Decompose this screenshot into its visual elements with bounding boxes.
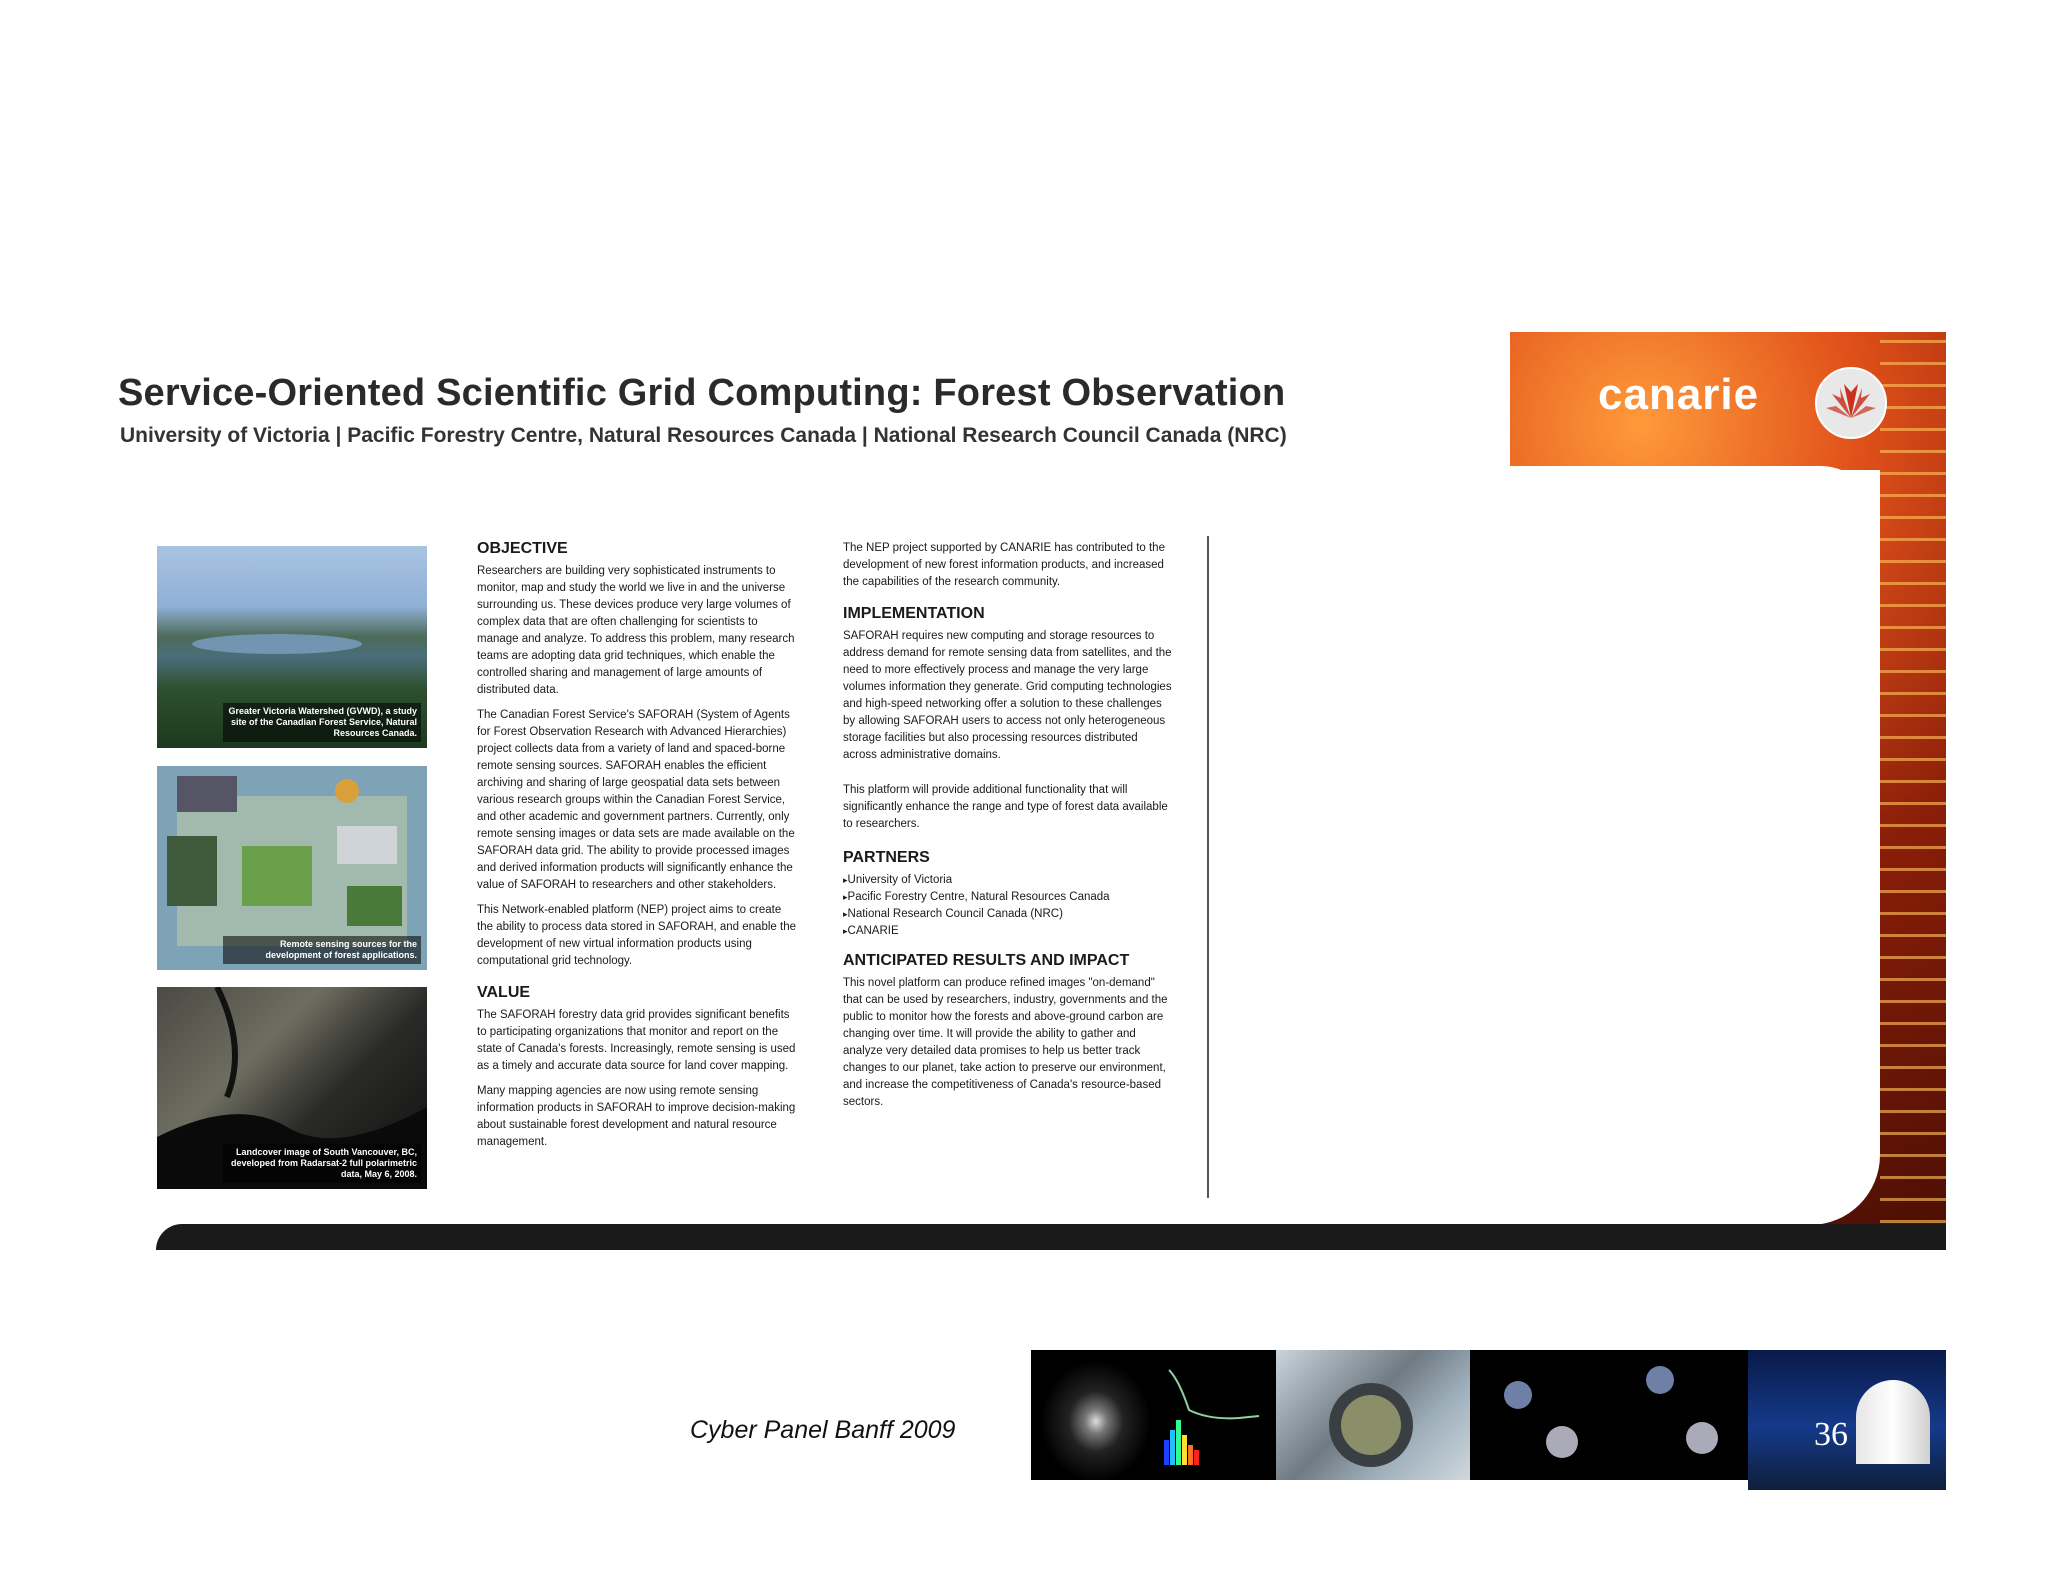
- list-item: ▸ National Research Council Canada (NRC): [843, 906, 1173, 923]
- poster-subtitle: University of Victoria | Pacific Forestry Centre, Natural Resources Canada | National Research Council Canada (NRC): [120, 424, 1287, 447]
- bottom-swoosh: [156, 1224, 1946, 1250]
- star-field-image: [1470, 1350, 1620, 1480]
- spectrum-plot-image: [1149, 1350, 1276, 1480]
- results-paragraph: This novel platform can produce refined images "on-demand" that can be used by researchers, industry, governments and the public to monitor how the forests and above-ground carbon are changing over time. It will provide the ability to gather and analyze very detailed data promises to help us better track changes to our planet, take action to preserve our environment, and increase the competitiveness of Canada's resource-based sectors.: [843, 977, 1168, 1108]
- photo-caption: Landcover image of South Vancouver, BC, developed from Radarsat-2 full polarimetric data, May 6, 2008.: [223, 1144, 421, 1183]
- implementation-paragraph: SAFORAH requires new computing and storage resources to address demand for remote sensing data from satellites, and the need to more effectively process and manage the very large volumes information they generate. Grid computing technologies and high-speed networking offer a solution to these challenges by allowing SAFORAH users to access not only heterogeneous storage facilities but also processing resources distributed across administrative domains.: [843, 630, 1172, 761]
- left-text-column: [477, 540, 797, 1159]
- implementation-paragraph: This platform will provide additional functionality that will significantly enhance the range and type of forest data available to researchers.: [843, 784, 1168, 830]
- photo-caption: Greater Victoria Watershed (GVWD), a study site of the Canadian Forest Service, Natural Resources Canada.: [223, 703, 421, 742]
- poster-title: Service-Oriented Scientific Grid Computing: Forest Observation: [118, 372, 1286, 414]
- implementation-heading: IMPLEMENTATION: [843, 605, 985, 622]
- value-paragraph: The SAFORAH forestry data grid provides significant benefits to participating organizations that monitor and report on the state of Canada's forests. Increasingly, remote sensing is used as a timely and accurate data source for land cover mapping.: [477, 1009, 796, 1072]
- nep-intro: The NEP project supported by CANARIE has contributed to the development of new forest information products, and increased the capabilities of the research community.: [843, 542, 1165, 588]
- value-paragraph: Many mapping agencies are now using remote sensing information products in SAFORAH to improve decision-making about sustainable forest development and natural resource management.: [477, 1085, 796, 1148]
- objective-paragraph: This Network-enabled platform (NEP) project aims to create the ability to process data stored in SAFORAH, and enable the development of new virtual information products using computational grid technology.: [477, 904, 796, 967]
- objective-paragraph: The Canadian Forest Service's SAFORAH (System of Agents for Forest Observation Research with Advanced Hierarchies) project collects data from a variety of land and spaced-borne remote sensing sources. SAFORAH enables the efficient archiving and sharing of large geospatial data sets between various research groups within the Canadian Forest Service, and other academic and government partners. Currently, only remote sensing images or data sets are made available on the SAFORAH data grid. The ability to provide processed images and derived information products will significantly enhance the value of SAFORAH to researchers and other stakeholders.: [477, 709, 795, 891]
- watershed-photo: [157, 546, 427, 748]
- footer-caption: Cyber Panel Banff 2009: [690, 1416, 956, 1444]
- canarie-leaf-icon: [1814, 366, 1888, 440]
- objective-heading: OBJECTIVE: [477, 540, 568, 557]
- list-item: ▸ Pacific Forestry Centre, Natural Resources Canada: [843, 889, 1173, 906]
- partners-list: [843, 872, 1173, 940]
- objective-paragraph: Researchers are building very sophisticated instruments to monitor, map and study the world we live in and the universe surrounding us. These devices produce very large volumes of complex data that are often challenging for scientists to manage and analyze. To address this problem, many research teams are adopting data grid techniques, which enable the controlled sharing and management of large amounts of distributed data.: [477, 565, 795, 696]
- list-item: ▸ University of Victoria: [843, 872, 1173, 889]
- results-heading: ANTICIPATED RESULTS AND IMPACT: [843, 952, 1130, 969]
- value-heading: VALUE: [477, 984, 531, 1001]
- lab-technicians-image: [1276, 1350, 1470, 1480]
- page-number: 36: [1814, 1416, 1848, 1453]
- column-divider: [1207, 536, 1209, 1198]
- landcover-image: [157, 987, 427, 1189]
- content-panel-corner: [1490, 466, 1880, 556]
- star-field-image: [1620, 1350, 1748, 1480]
- canarie-logo-text: canarie: [1598, 370, 1760, 419]
- light-streaks: [1880, 340, 1946, 1240]
- observatory-dome: [1856, 1380, 1930, 1464]
- galaxy-image: [1031, 1350, 1149, 1480]
- list-item: ▸ CANARIE: [843, 923, 1173, 940]
- right-text-column: [843, 540, 1173, 1119]
- partners-heading: PARTNERS: [843, 849, 930, 866]
- photo-caption: Remote sensing sources for the development of forest applications.: [223, 936, 421, 964]
- remote-sensing-collage: [157, 766, 427, 970]
